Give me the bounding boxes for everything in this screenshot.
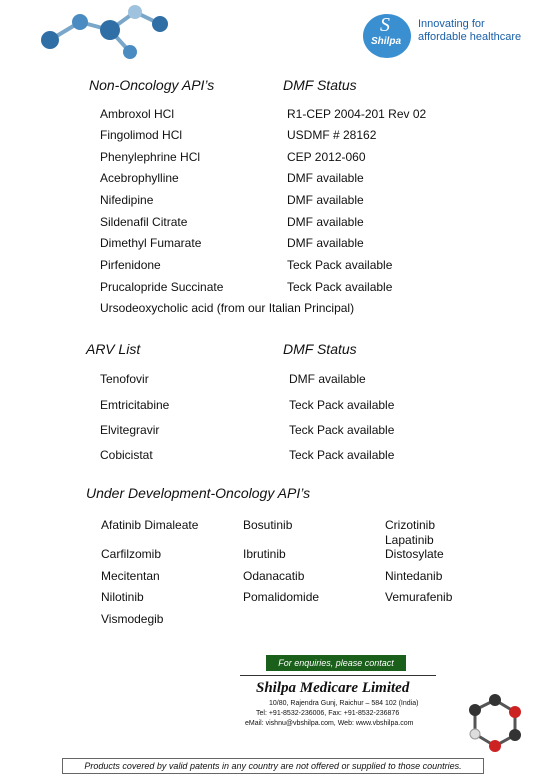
arv-name: Cobicistat [100, 448, 153, 462]
dev-api-name: Afatinib Dimaleate [101, 518, 199, 532]
arv-header: ARV List [86, 341, 141, 357]
dev-api-name: Crizotinib [385, 518, 436, 532]
arv-status: Teck Pack available [289, 448, 395, 462]
arv-name: Elvitegravir [100, 423, 160, 437]
ursodeoxycholic-note: Ursodeoxycholic acid (from our Italian Principal) [100, 301, 355, 315]
api-name: Dimethyl Fumarate [100, 236, 202, 250]
api-status: R1-CEP 2004-201 Rev 02 [287, 107, 427, 121]
api-status: Teck Pack available [287, 258, 393, 272]
dev-api-name: Distosylate [385, 547, 444, 561]
api-name: Acebrophylline [100, 171, 179, 185]
dev-api-name: Ibrutinib [243, 547, 286, 561]
api-status: DMF available [287, 171, 364, 185]
tagline-line2: affordable healthcare [418, 31, 522, 43]
api-name: Ambroxol HCl [100, 107, 175, 121]
dev-api-name: Vismodegib [101, 612, 164, 626]
dev-api-name: Lapatinib [385, 533, 434, 547]
non-oncology-status-header: DMF Status [283, 77, 357, 93]
logo-s-mark: S [380, 14, 390, 36]
dev-api-name: Nintedanib [385, 569, 443, 583]
arv-status: Teck Pack available [289, 398, 395, 412]
under-development-header: Under Development-Oncology API’s [86, 485, 311, 501]
logo-word: Shilpa [371, 36, 402, 47]
patent-disclaimer: Products covered by valid patents in any country are not offered or supplied to those countries. [62, 758, 484, 774]
arv-status: Teck Pack available [289, 423, 395, 437]
api-status: USDMF # 28162 [287, 128, 377, 142]
api-status: DMF available [287, 215, 364, 229]
company-address: 10/80, Rajendra Gunj, Raichur – 584 102 (India) [269, 700, 419, 707]
arv-name: Tenofovir [100, 372, 149, 386]
api-status: CEP 2012-060 [287, 150, 366, 164]
company-name: Shilpa Medicare Limited [256, 680, 410, 696]
api-status: Teck Pack available [287, 280, 393, 294]
dev-api-name: Carfilzomib [101, 547, 162, 561]
dev-api-name: Mecitentan [101, 569, 160, 583]
dev-api-name: Odanacatib [243, 569, 305, 583]
api-name: Pirfenidone [100, 258, 161, 272]
api-status: DMF available [287, 193, 364, 207]
non-oncology-header: Non-Oncology API’s [89, 77, 215, 93]
arv-name: Emtricitabine [100, 398, 170, 412]
api-status: DMF available [287, 236, 364, 250]
dev-api-name: Vemurafenib [385, 590, 453, 604]
api-name: Prucalopride Succinate [100, 280, 224, 294]
enquiry-banner: For enquiries, please contact [266, 655, 406, 671]
company-phone: Tel: +91-8532-236006, Fax: +91-8532-236876 [256, 710, 400, 717]
dev-api-name: Bosutinib [243, 518, 293, 532]
molecule-graphic [40, 0, 170, 62]
brand-tagline [418, 18, 521, 44]
company-email: eMail: vishnu@vbshilpa.com, Web: www.vbshilpa.com [245, 720, 414, 727]
api-name: Sildenafil Citrate [100, 215, 188, 229]
dev-api-name: Nilotinib [101, 590, 144, 604]
molecule-graphic [455, 690, 535, 760]
api-name: Phenylephrine HCl [100, 150, 201, 164]
arv-status: DMF available [289, 372, 366, 386]
shilpa-logo [363, 14, 411, 58]
api-name: Fingolimod HCl [100, 128, 183, 142]
tagline-line1: Innovating for [418, 18, 485, 30]
dev-api-name: Pomalidomide [243, 590, 320, 604]
api-name: Nifedipine [100, 193, 154, 207]
arv-status-header: DMF Status [283, 341, 357, 357]
